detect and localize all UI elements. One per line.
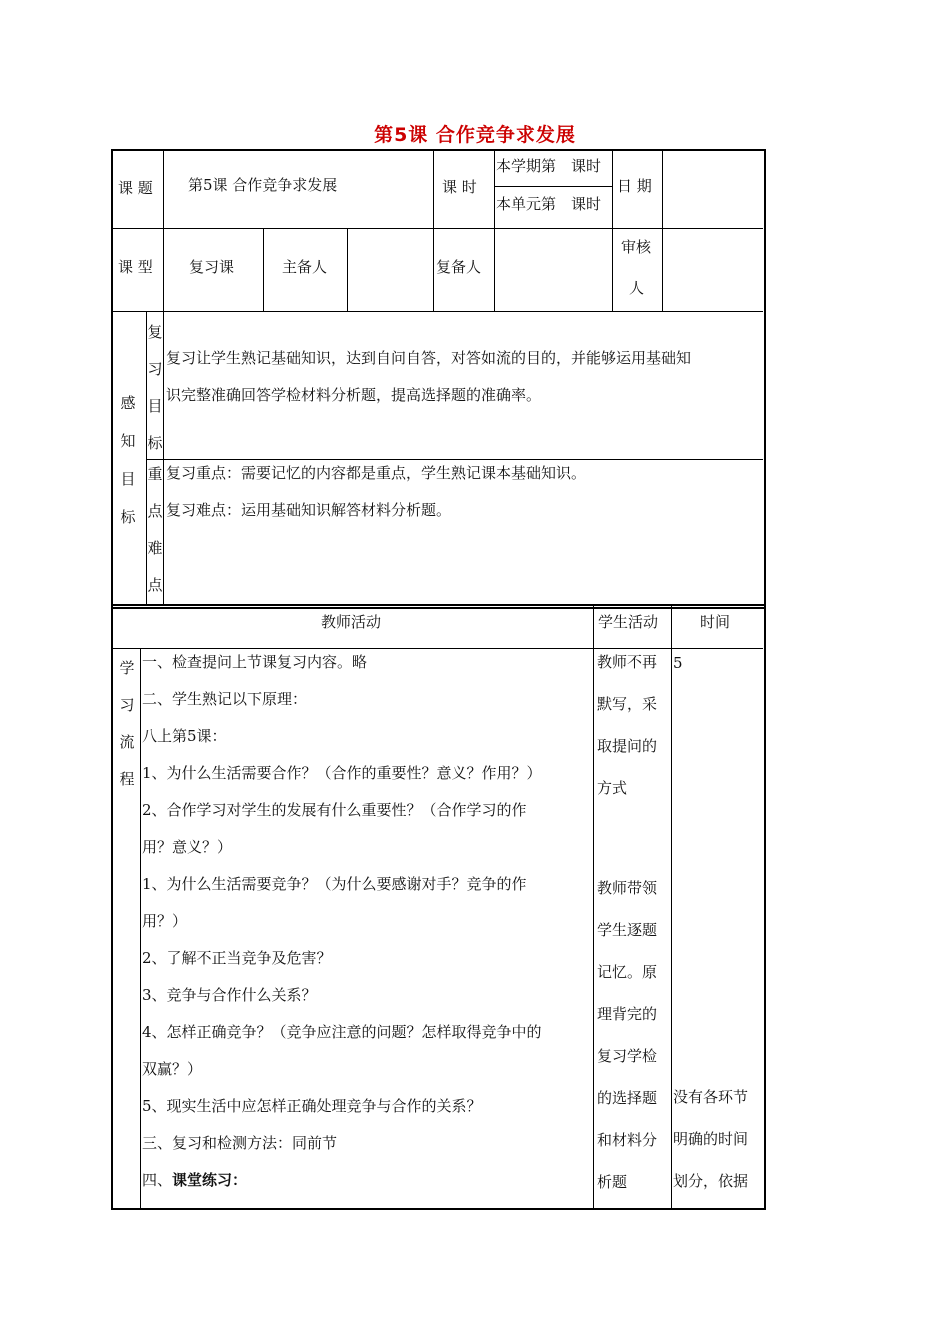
semester-hours: 本学期第 课时	[496, 157, 602, 175]
date-label: 日 期	[617, 177, 652, 195]
student-activity-header: 学生活动	[598, 613, 659, 631]
perception-label: 感 知 目 标	[120, 394, 136, 526]
shenhe-label-2: 人	[629, 279, 645, 297]
practice-heading: 课堂练习：	[172, 1171, 248, 1189]
student-activity-text-2: 教师带领 学生逐题 记忆。原 理背完的 复习学检 的选择题 和材料分 析题	[597, 879, 658, 1191]
keti-value: 第5课 合作竞争求发展	[188, 176, 338, 194]
goal-text: 复习让学生熟记基础知识，达到自问自答，对答如流的目的，并能够运用基础知 识完整准确回答学检材料分析题，提高选择题的准确率。	[166, 349, 692, 404]
keshi-label: 课 时	[442, 178, 477, 196]
shenhe-label-1: 审核	[621, 238, 652, 256]
key-text: 复习重点：需要记忆的内容都是重点，学生熟记课本基础知识。 复习难点：运用基础知识解答材料分析题。	[166, 464, 587, 519]
teacher-activity-text: 一、检查提问上节课复习内容。略 二、学生熟记以下原理： 八上第5课： 1、为什么生活需要合作？（合作的重要性？意义？作用？） 2、合作学习对学生的发展有什么重要性？（合作学习的作 用？意义？） 1、为什么生活需要竞争？（为什么要感谢对手？竞争的作 用？） 2、了解不正当竞争及危害？ 3、竞争与合作什么关系？ 4、怎样正确竞争？（竞争应注意的问题？怎样取得竞争中的 双赢？） 5、现实生活中应怎样正确处理竞争与合作的关系？ 三、复习和检测方法：同前节 四、课堂练习：	[142, 653, 542, 1189]
student-activity-text-1: 教师不再 默写，采 取提问的 方式	[597, 653, 658, 797]
time-note: 没有各环节 明确的时间 划分，依据	[673, 1088, 749, 1190]
key-label: 重 点 难 点	[147, 465, 163, 594]
time-value: 5	[673, 654, 683, 672]
kexing-value: 复习课	[189, 258, 235, 276]
time-header: 时间	[700, 613, 731, 631]
fubei-label: 复备人	[436, 258, 482, 276]
unit-hours: 本单元第 课时	[496, 195, 602, 213]
page-title: 第5课 合作竞争求发展	[374, 124, 576, 146]
goal-label: 复 习 目 标	[147, 323, 163, 452]
teacher-activity-header: 教师活动	[321, 613, 382, 631]
zhubei-label: 主备人	[282, 258, 328, 276]
kexing-label: 课 型	[118, 258, 153, 276]
keti-label: 课 题	[118, 179, 153, 197]
process-label: 学 习 流 程	[119, 659, 135, 788]
